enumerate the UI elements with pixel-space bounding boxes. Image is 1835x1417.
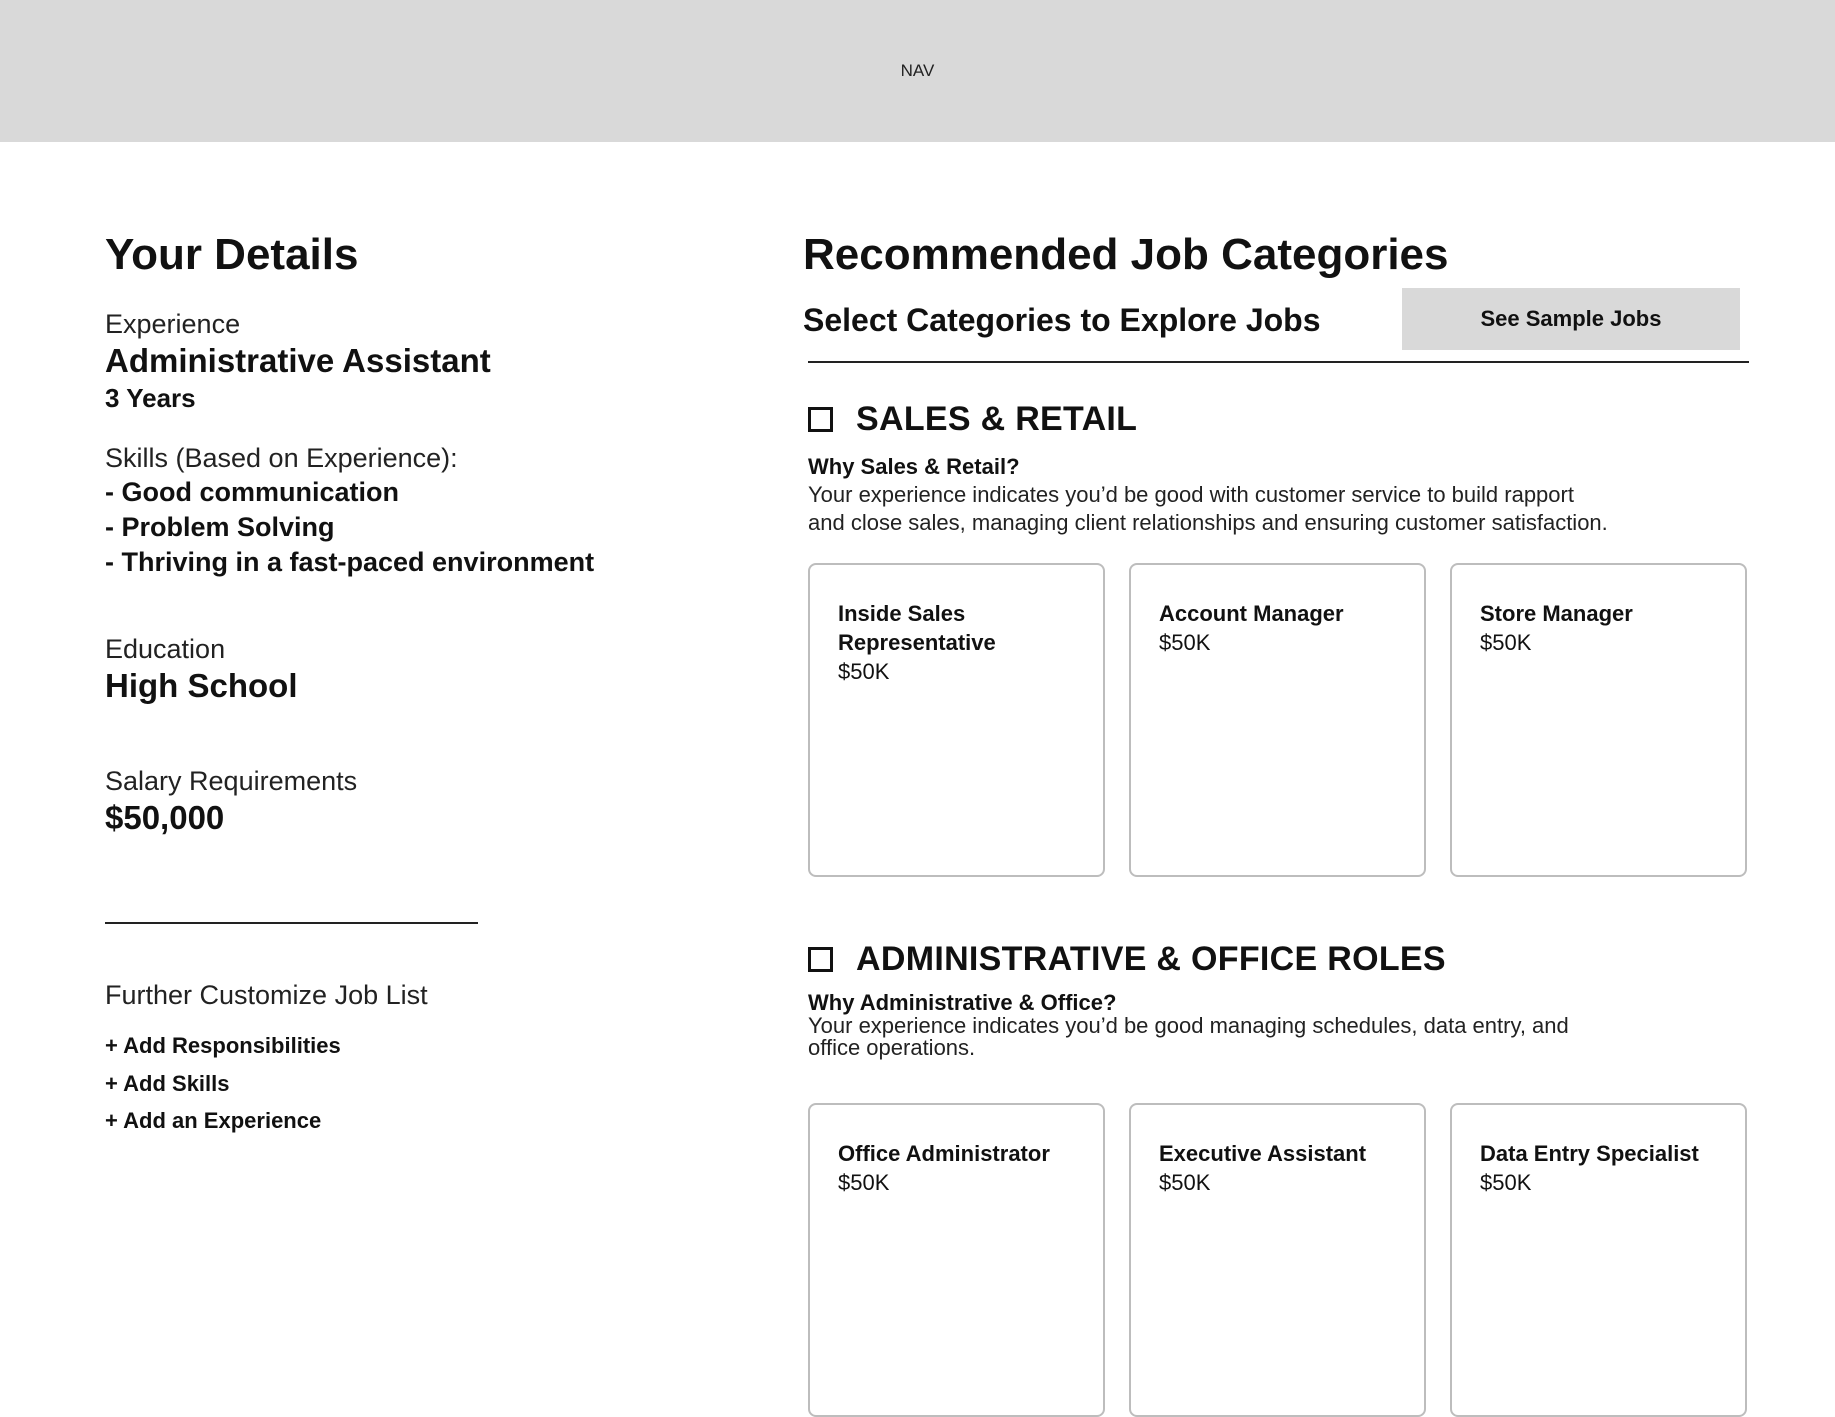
why-line: and close sales, managing client relationships and ensuring customer satisfaction. (808, 510, 1608, 535)
skills-label: Skills (Based on Experience): (105, 443, 458, 473)
job-title-line: Representative (838, 630, 996, 655)
job-cards (808, 1103, 1747, 1417)
why-description (808, 481, 1668, 537)
job-card-office-administrator[interactable] (808, 1103, 1105, 1417)
nav-bar (0, 0, 1835, 142)
category-checkbox-administrative-office[interactable] (808, 947, 833, 972)
why-line: Your experience indicates you’d be good managing schedules, data entry, and (808, 1013, 1569, 1038)
why-line: office operations. (808, 1035, 976, 1060)
job-card-inside-sales-representative[interactable] (808, 563, 1105, 877)
your-details-panel (105, 225, 705, 838)
job-card-executive-assistant[interactable] (1129, 1103, 1426, 1417)
category-checkbox-sales-retail[interactable] (808, 407, 833, 432)
job-card-store-manager[interactable] (1450, 563, 1747, 877)
skills-block (105, 441, 705, 580)
category-header (808, 937, 1749, 981)
recommended-heading: Recommended Job Categories (803, 230, 1449, 279)
job-title-line: Data Entry Specialist (1480, 1141, 1699, 1166)
salary-block (105, 764, 705, 838)
job-cards (808, 563, 1747, 877)
job-salary: $50K (838, 659, 890, 684)
education-value: High School (105, 667, 298, 704)
job-salary: $50K (1159, 630, 1211, 655)
experience-block (105, 307, 705, 415)
job-salary: $50K (1480, 1170, 1532, 1195)
job-salary: $50K (838, 1170, 890, 1195)
left-divider (105, 922, 478, 924)
skill-item: - Good communication (105, 477, 399, 507)
category-title: ADMINISTRATIVE & OFFICE ROLES (856, 939, 1446, 978)
job-salary: $50K (1159, 1170, 1211, 1195)
education-label: Education (105, 634, 226, 664)
job-title-line: Account Manager (1159, 601, 1344, 626)
why-title: Why Sales & Retail? (808, 454, 1020, 479)
experience-title: Administrative Assistant (105, 342, 491, 379)
category-sales-retail (808, 397, 1749, 684)
job-salary: $50K (1480, 630, 1532, 655)
nav-label: NAV (900, 61, 935, 80)
why-line: Your experience indicates you’d be good with customer service to build rapport (808, 482, 1574, 507)
job-card-account-manager[interactable] (1129, 563, 1426, 877)
job-title-line: Office Administrator (838, 1141, 1050, 1166)
job-card-data-entry-specialist[interactable] (1450, 1103, 1747, 1417)
skill-item: - Problem Solving (105, 512, 335, 542)
job-title-line: Executive Assistant (1159, 1141, 1367, 1166)
skill-item: - Thriving in a fast-paced environment (105, 547, 595, 577)
job-title-line: Inside Sales (838, 601, 966, 626)
customize-title: Further Customize Job List (105, 980, 428, 1010)
your-details-heading: Your Details (105, 230, 359, 279)
category-header (808, 397, 1749, 441)
experience-years: 3 Years (105, 383, 196, 413)
add-responsibilities-link[interactable]: + Add Responsibilities (105, 1033, 341, 1058)
why-title: Why Administrative & Office? (808, 990, 1117, 1015)
right-divider (808, 361, 1749, 363)
add-experience-link[interactable]: + Add an Experience (105, 1108, 322, 1133)
education-block (105, 632, 705, 706)
add-skills-link[interactable]: + Add Skills (105, 1070, 230, 1096)
salary-value: $50,000 (105, 799, 225, 836)
why-description (808, 1015, 1668, 1059)
salary-label: Salary Requirements (105, 766, 358, 796)
experience-label: Experience (105, 309, 241, 339)
category-title: SALES & RETAIL (856, 399, 1138, 438)
see-sample-jobs-button[interactable]: See Sample Jobs (1402, 288, 1740, 350)
category-administrative-office (808, 937, 1749, 1195)
job-title-line: Store Manager (1480, 601, 1633, 626)
customize-panel (105, 975, 428, 1140)
select-categories-subheading: Select Categories to Explore Jobs (803, 302, 1321, 338)
